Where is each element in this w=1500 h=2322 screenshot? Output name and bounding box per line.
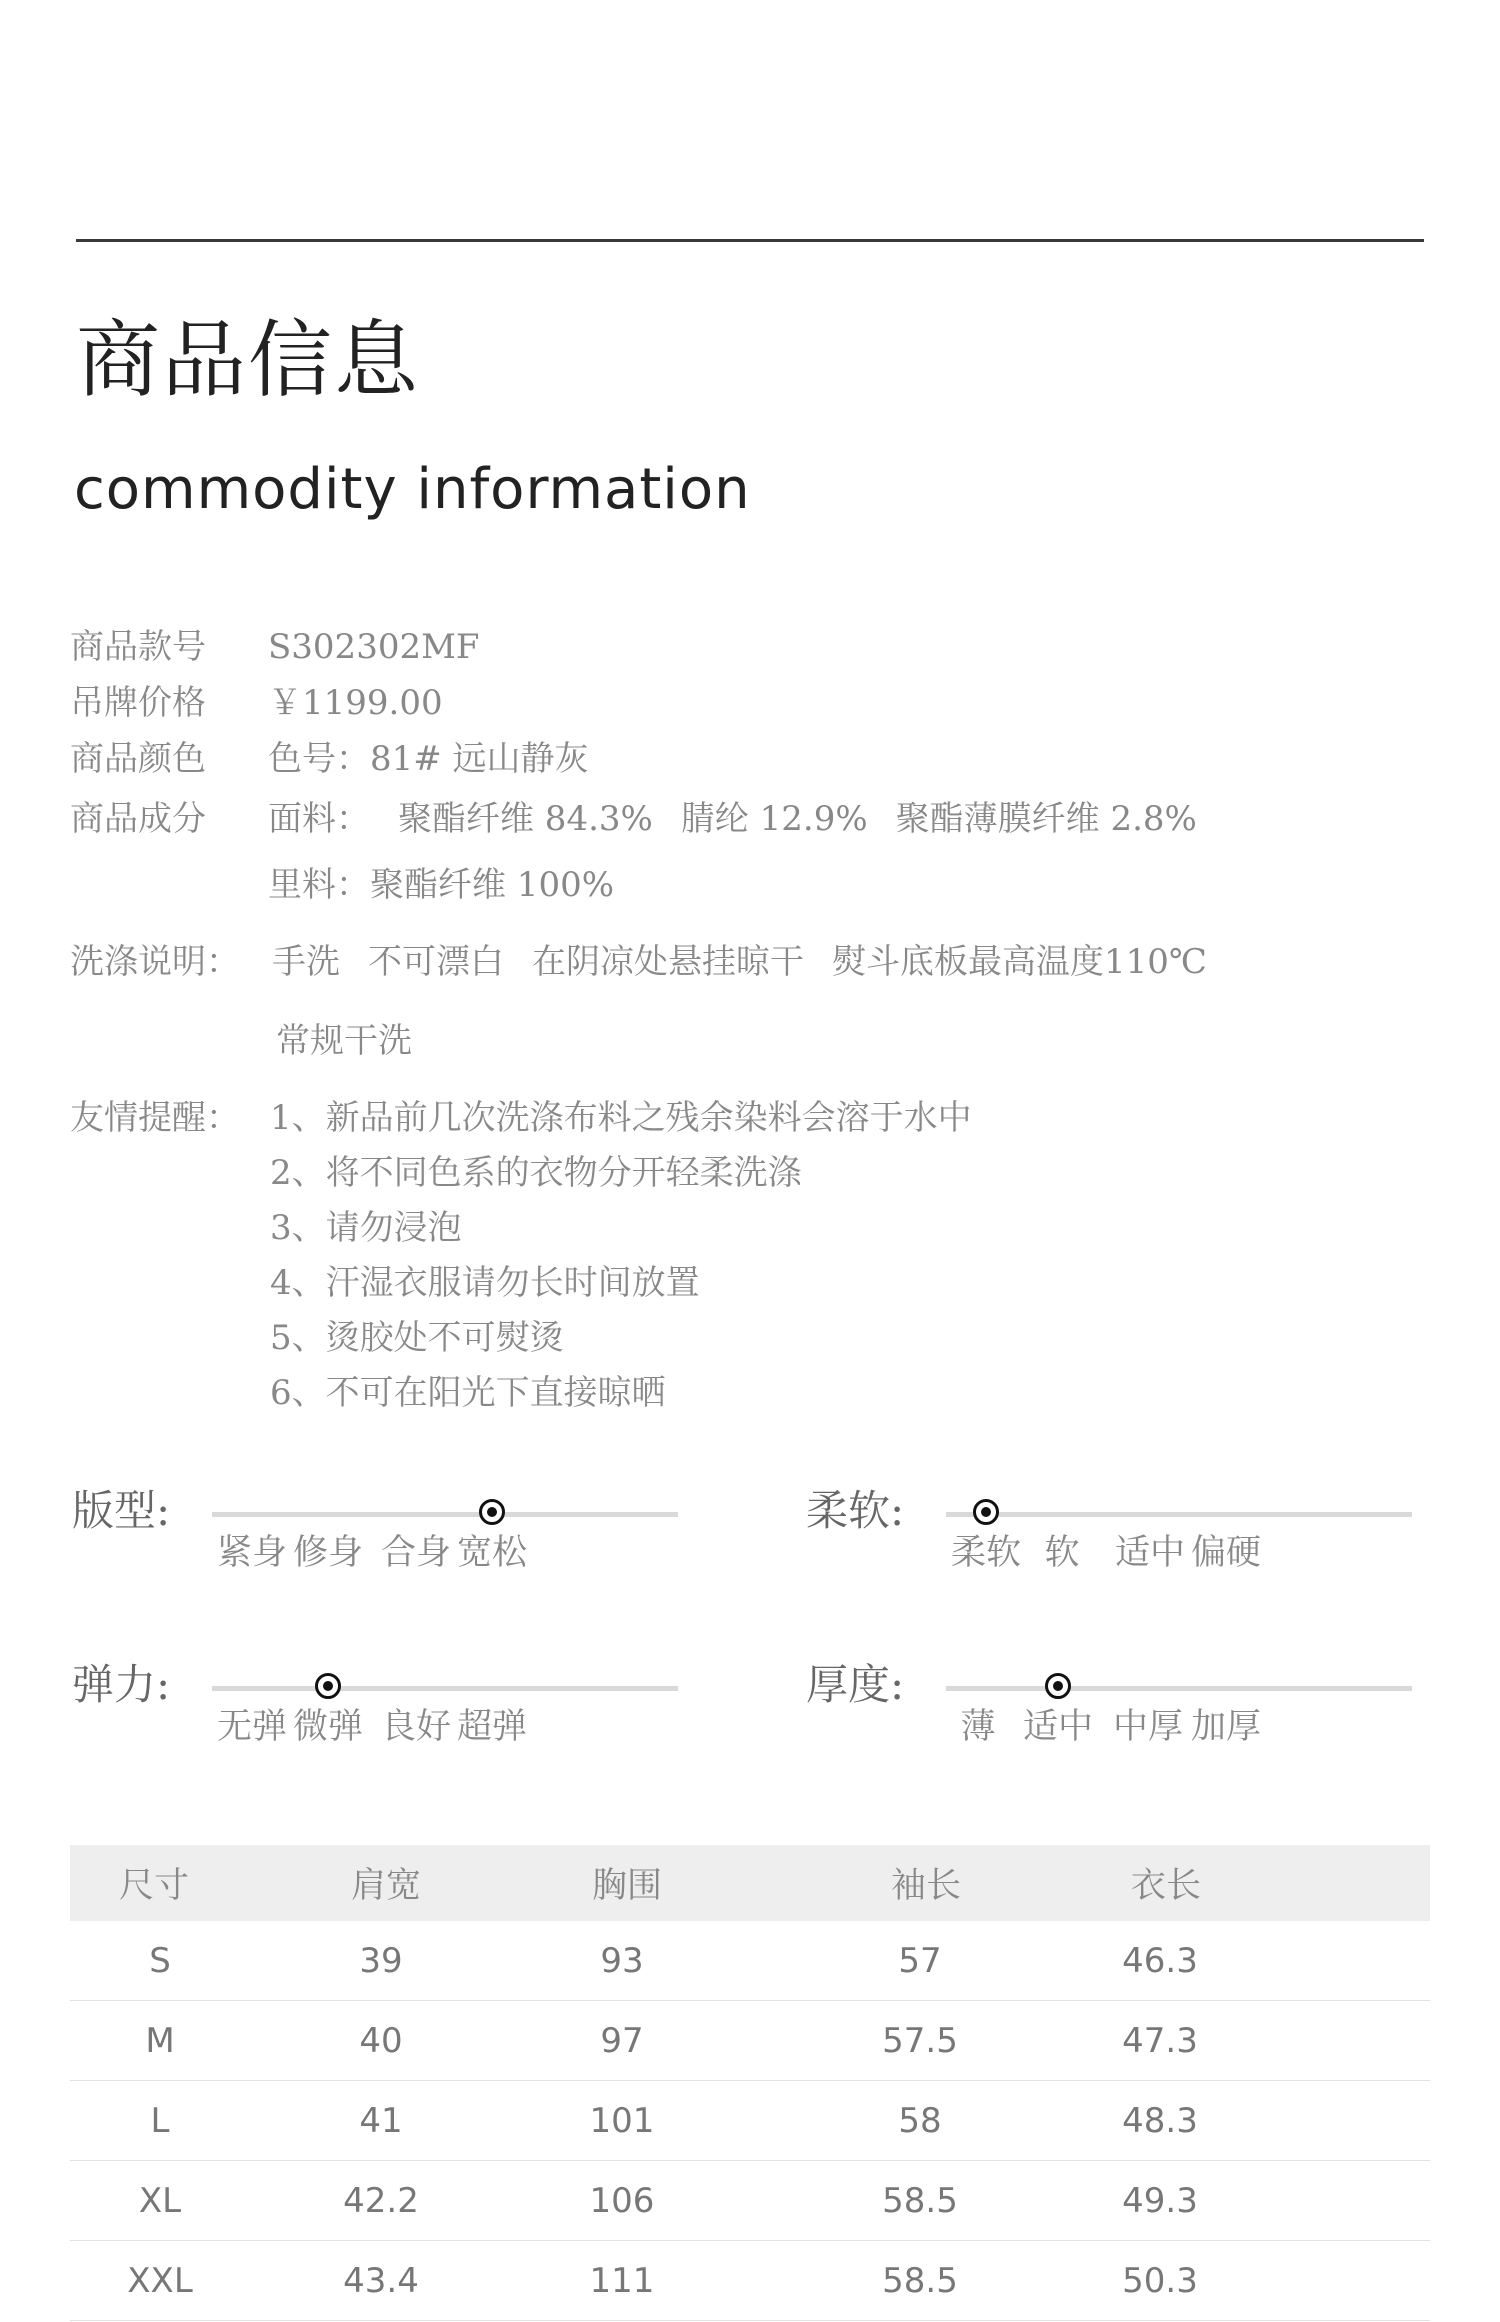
fit-indicator: [479, 1499, 505, 1525]
cell-chest: 93: [600, 1940, 644, 1981]
wash-items: [272, 942, 1235, 982]
cell-size: XL: [138, 2180, 182, 2221]
wash-dry-clean: 常规干洗: [276, 1021, 412, 1061]
header-sleeve: 袖长: [890, 1866, 962, 1906]
table-row: [70, 2001, 1430, 2081]
elasticity-option: 微弹: [292, 1707, 364, 1747]
fabric-item: 腈纶 12.9%: [680, 799, 868, 839]
price-label: 吊牌价格: [70, 683, 206, 723]
size-table: [70, 1845, 1430, 2321]
info-row-composition: [0, 799, 1500, 842]
cell-size: S: [149, 1940, 171, 1981]
cell-sleeve: 57.5: [882, 2020, 958, 2061]
fit-label: 版型:: [72, 1486, 171, 1535]
fit-track: [212, 1512, 678, 1517]
cell-length: 50.3: [1122, 2260, 1198, 2301]
lining-value: 里料：聚酯纤维 100%: [268, 865, 615, 905]
cell-sleeve: 58.5: [882, 2180, 958, 2221]
cell-chest: 101: [589, 2100, 655, 2141]
softness-option: 柔软: [950, 1533, 1022, 1573]
info-row-style-no: [0, 627, 1500, 670]
elasticity-indicator: [315, 1673, 341, 1699]
fit-option: 合身: [380, 1533, 452, 1573]
info-row-price: [0, 683, 1500, 726]
cell-size: XXL: [127, 2260, 193, 2301]
top-divider: [76, 239, 1424, 242]
cell-chest: 111: [589, 2260, 655, 2301]
wash-line-2: [0, 1021, 1500, 1064]
thickness-option: 薄: [960, 1707, 996, 1747]
softness-option: 偏硬: [1190, 1533, 1262, 1573]
cell-shoulder: 40: [359, 2020, 403, 2061]
table-row: [70, 2081, 1430, 2161]
cell-chest: 97: [600, 2020, 644, 2061]
fit-option: 紧身: [216, 1533, 288, 1573]
size-table-header: [70, 1845, 1430, 1921]
cell-size: L: [150, 2100, 170, 2141]
care-tips: [0, 1098, 1500, 1441]
thickness-option: 适中: [1022, 1707, 1094, 1747]
cell-length: 48.3: [1122, 2100, 1198, 2141]
table-row: [70, 2241, 1430, 2321]
elasticity-option: 无弹: [216, 1707, 288, 1747]
tip-item: 5、烫胶处不可熨烫: [270, 1318, 564, 1358]
thickness-indicator: [1045, 1673, 1071, 1699]
tips-list: [270, 1098, 972, 1431]
fit-option: 修身: [292, 1533, 364, 1573]
elasticity-rating: [72, 1660, 772, 1784]
elasticity-option: 良好: [380, 1707, 452, 1747]
wash-item: 不可漂白: [368, 942, 504, 982]
cell-shoulder: 39: [359, 1940, 403, 1981]
cell-shoulder: 43.4: [343, 2260, 419, 2301]
fabric-item: 聚酯纤维 84.3%: [398, 799, 653, 839]
tip-item: 3、请勿浸泡: [270, 1208, 462, 1248]
elasticity-label: 弹力:: [72, 1660, 171, 1709]
price-value: ￥1199.00: [268, 683, 443, 723]
wash-item: 在阴凉处悬挂晾干: [532, 942, 804, 982]
cell-length: 49.3: [1122, 2180, 1198, 2221]
softness-option: 软: [1044, 1533, 1080, 1573]
thickness-option: 中厚: [1112, 1707, 1184, 1747]
softness-indicator: [973, 1499, 999, 1525]
thickness-track: [946, 1686, 1412, 1691]
cell-length: 46.3: [1122, 1940, 1198, 1981]
elasticity-track: [212, 1686, 678, 1691]
thickness-rating: [806, 1660, 1500, 1784]
cell-sleeve: 57: [898, 1940, 942, 1981]
fabric-composition: [268, 799, 1225, 839]
fabric-item: 聚酯薄膜纤维 2.8%: [895, 799, 1197, 839]
cell-shoulder: 41: [359, 2100, 403, 2141]
cell-size: M: [145, 2020, 175, 2061]
section-title: 商品信息: [76, 311, 421, 409]
cell-length: 47.3: [1122, 2020, 1198, 2061]
wash-label: 洗涤说明：: [70, 942, 240, 982]
softness-label: 柔软:: [806, 1486, 905, 1535]
info-row-color: [0, 739, 1500, 782]
cell-shoulder: 42.2: [343, 2180, 419, 2221]
cell-sleeve: 58.5: [882, 2260, 958, 2301]
softness-rating: [806, 1486, 1500, 1610]
table-row: [70, 2161, 1430, 2241]
table-row: [70, 1921, 1430, 2001]
header-size: 尺寸: [118, 1866, 190, 1906]
info-row-lining: [0, 865, 1500, 908]
wash-item: 熨斗底板最高温度110℃: [832, 942, 1207, 982]
cell-sleeve: 58: [898, 2100, 942, 2141]
softness-track: [946, 1512, 1412, 1517]
wash-instructions: [0, 942, 1500, 985]
tip-item: 1、新品前几次洗涤布料之残余染料会溶于水中: [270, 1098, 972, 1138]
tip-item: 6、不可在阳光下直接晾晒: [270, 1373, 666, 1413]
composition-label: 商品成分: [70, 799, 206, 839]
tip-item: 2、将不同色系的衣物分开轻柔洗涤: [270, 1153, 802, 1193]
fit-option: 宽松: [456, 1533, 528, 1573]
color-value: 色号：81# 远山静灰: [268, 739, 589, 779]
color-label: 商品颜色: [70, 739, 206, 779]
header-length: 衣长: [1130, 1866, 1202, 1906]
tip-item: 4、汗湿衣服请勿长时间放置: [270, 1263, 700, 1303]
thickness-label: 厚度:: [806, 1660, 905, 1709]
header-shoulder: 肩宽: [350, 1866, 422, 1906]
fit-rating: [72, 1486, 772, 1610]
header-chest: 胸围: [591, 1866, 663, 1906]
tips-label: 友情提醒：: [70, 1098, 240, 1138]
softness-option: 适中: [1114, 1533, 1186, 1573]
section-subtitle: commodity information: [74, 457, 751, 522]
thickness-option: 加厚: [1190, 1707, 1262, 1747]
style-no-value: S302302MF: [268, 627, 480, 667]
style-no-label: 商品款号: [70, 627, 206, 667]
fabric-label: 面料：: [268, 799, 370, 839]
elasticity-option: 超弹: [456, 1707, 528, 1747]
wash-item: 手洗: [272, 942, 340, 982]
cell-chest: 106: [589, 2180, 655, 2221]
